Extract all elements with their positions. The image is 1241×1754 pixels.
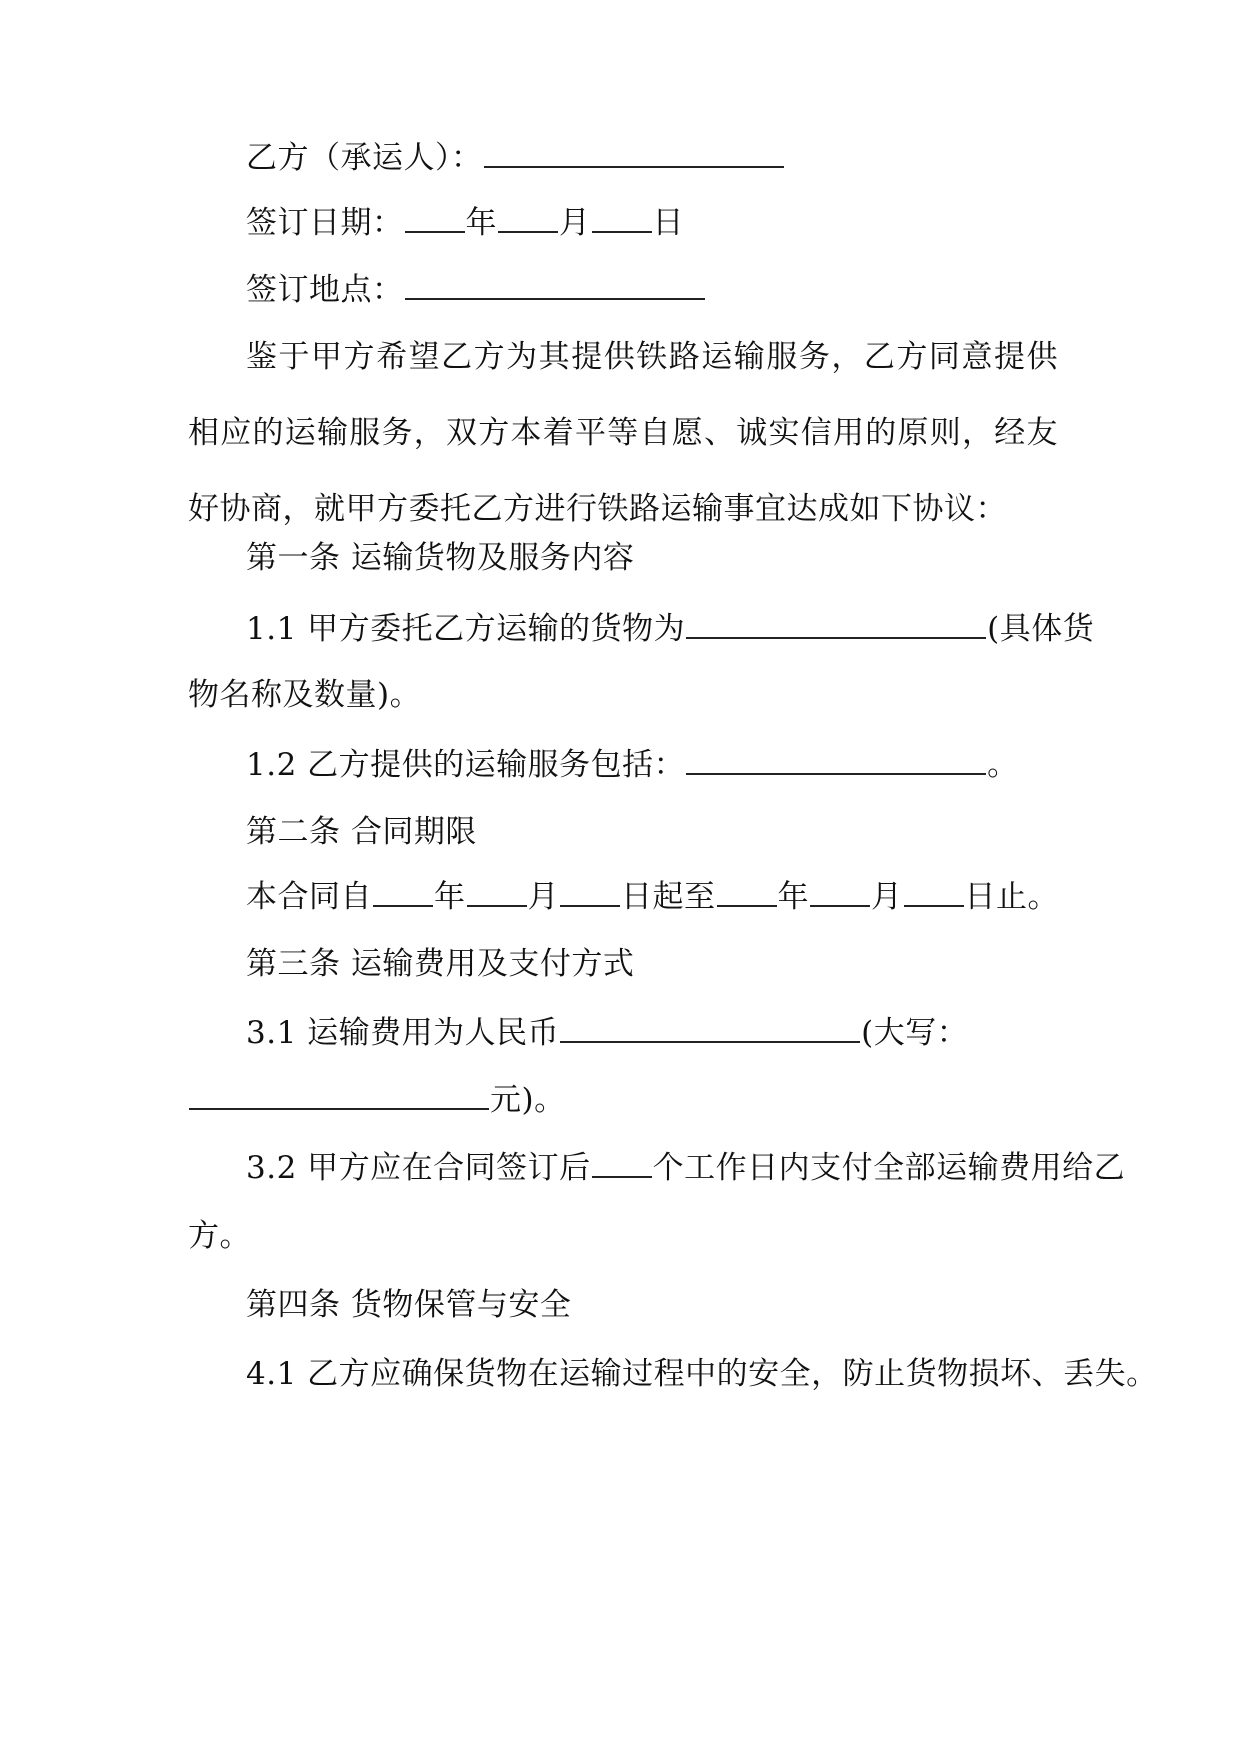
sign-month-blank[interactable] <box>498 205 558 233</box>
sign-month-label: 月 <box>559 205 591 241</box>
fee-capital-blank[interactable] <box>189 1082 489 1110</box>
clause-1-1-continuation: 物名称及数量)。 <box>188 677 422 713</box>
clause-1-2-line <box>246 745 1116 785</box>
clause-3-2-continuation: 方。 <box>188 1218 251 1254</box>
clause-1-2-end: 。 <box>987 747 1019 783</box>
clause-3-1-yuan: 元)。 <box>490 1082 566 1118</box>
clause-4-1: 4.1 乙方应确保货物在运输过程中的安全，防止货物损坏、丢失。 <box>246 1356 1158 1392</box>
clause-3-1-continuation <box>188 1080 1058 1120</box>
sign-day-label: 日 <box>652 205 684 241</box>
start-day-blank[interactable] <box>560 879 620 907</box>
term-line <box>246 877 1116 917</box>
sign-place-line <box>246 270 1116 310</box>
clause-1-1-suffix: (具体货 <box>987 611 1095 647</box>
sign-year-label: 年 <box>465 205 497 241</box>
end-year-blank[interactable] <box>717 879 777 907</box>
sign-day-blank[interactable] <box>592 205 652 233</box>
fee-amount-blank[interactable] <box>560 1015 860 1043</box>
end-month-label: 月 <box>871 879 903 915</box>
term-from-label: 日起至 <box>621 879 716 915</box>
sign-date-line <box>246 203 1116 243</box>
sign-place-blank[interactable] <box>405 272 705 300</box>
party-b-line <box>246 138 1116 178</box>
start-month-blank[interactable] <box>467 879 527 907</box>
clause-1-1-text: 1.1 甲方委托乙方运输的货物为 <box>246 611 686 647</box>
clause-1-2-text: 1.2 乙方提供的运输服务包括： <box>246 747 686 783</box>
clause-3-1-capital-label: (大写： <box>861 1015 969 1051</box>
goods-blank[interactable] <box>686 611 986 639</box>
party-b-label: 乙方（承运人）： <box>246 140 483 176</box>
sign-place-label: 签订地点： <box>246 272 404 308</box>
clause-3-2-text: 3.2 甲方应在合同签订后 <box>246 1150 591 1186</box>
article-1-title: 第一条 运输货物及服务内容 <box>246 540 635 576</box>
article-3-title: 第三条 运输费用及支付方式 <box>246 946 635 982</box>
clause-1-1-line <box>246 609 1116 649</box>
clause-3-1-text: 3.1 运输费用为人民币 <box>246 1015 560 1051</box>
services-blank[interactable] <box>686 747 986 775</box>
term-start-label: 本合同自 <box>246 879 372 915</box>
term-end-label: 日止。 <box>964 879 1059 915</box>
clause-3-2-line <box>246 1148 1126 1188</box>
party-b-blank[interactable] <box>484 140 784 168</box>
article-4-title: 第四条 货物保管与安全 <box>246 1287 572 1323</box>
payment-days-blank[interactable] <box>592 1150 652 1178</box>
end-year-label: 年 <box>777 879 809 915</box>
article-2-title: 第二条 合同期限 <box>246 814 477 850</box>
start-month-label: 月 <box>527 879 559 915</box>
sign-date-label: 签订日期： <box>246 205 404 241</box>
preamble-paragraph: 鉴于甲方希望乙方为其提供铁路运输服务，乙方同意提供相应的运输服务，双方本着平等自愿、诚实信用的原则，经友好协商，就甲方委托乙方进行铁路运输事宜达成如下协议： <box>188 339 1058 527</box>
start-year-blank[interactable] <box>373 879 433 907</box>
clause-3-1-line <box>246 1013 1116 1053</box>
end-month-blank[interactable] <box>810 879 870 907</box>
clause-3-2-rest: 个工作日内支付全部运输费用给乙 <box>652 1150 1126 1186</box>
start-year-label: 年 <box>434 879 466 915</box>
sign-year-blank[interactable] <box>405 205 465 233</box>
end-day-blank[interactable] <box>904 879 964 907</box>
